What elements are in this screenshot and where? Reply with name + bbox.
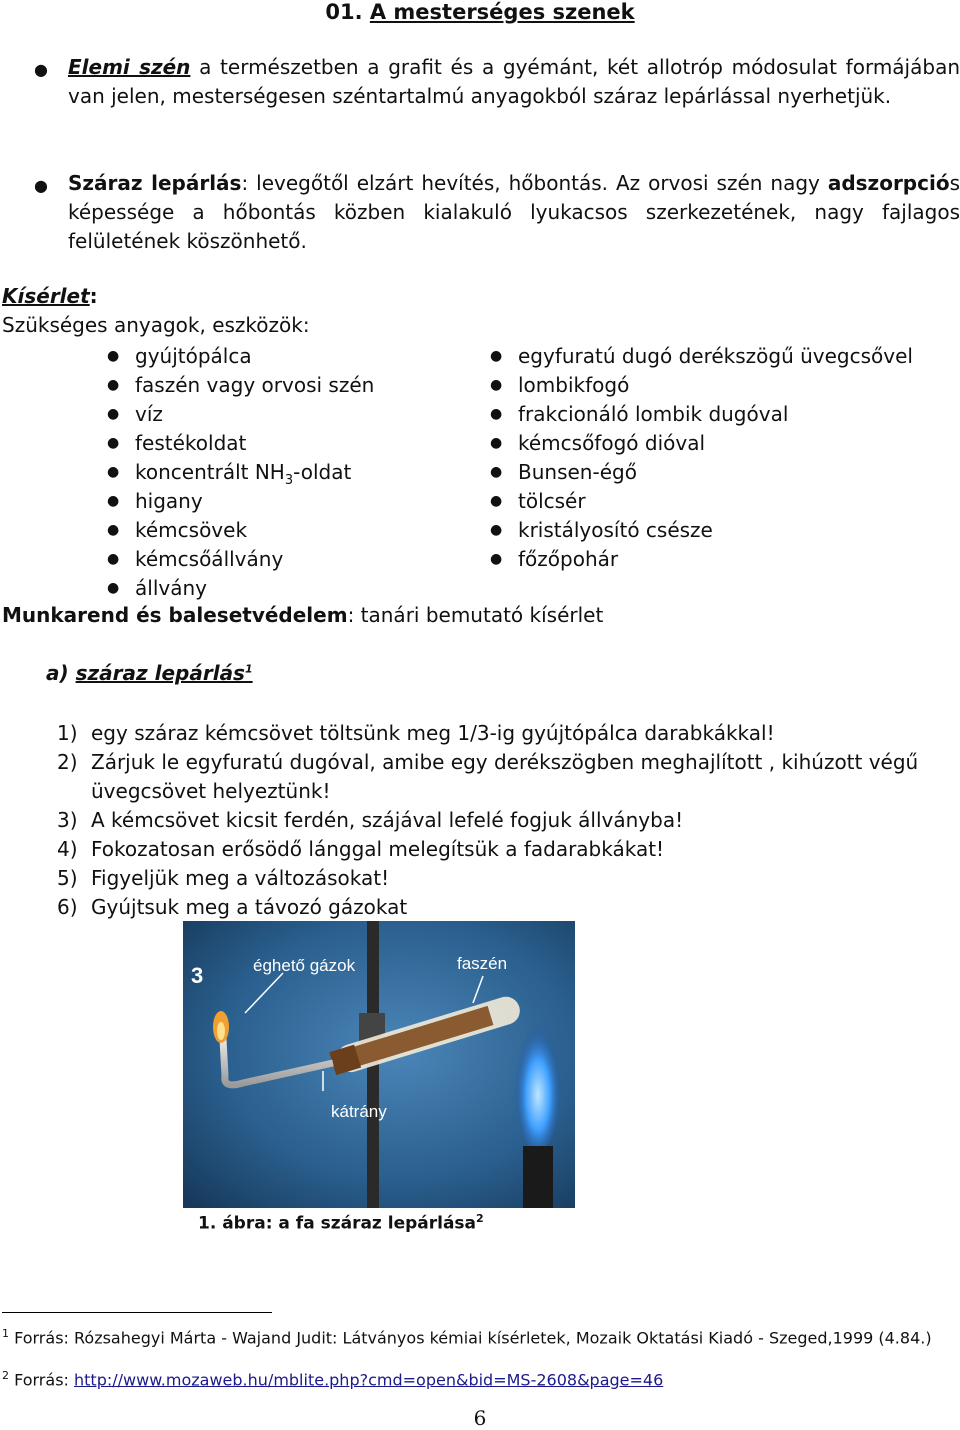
- paragraph-elemi-szen: [68, 53, 960, 111]
- paragraph-text: s képessége a hőbontás közben kialakuló lyukacsos szerkezetének, nagy fajlagos felületének köszönhető.: [68, 171, 960, 253]
- experiment-label: Kísérlet: [2, 284, 90, 308]
- title-number: 01.: [325, 0, 363, 24]
- footnote-2: [2, 1365, 952, 1390]
- steps-list: [57, 719, 957, 922]
- item-text: víz: [135, 402, 163, 426]
- item-text: frakcionáló lombik dugóval: [518, 402, 789, 426]
- step-item: [57, 806, 957, 835]
- materials-left-list: [107, 342, 375, 603]
- list-item: ● faszén vagy orvosi szén: [107, 373, 375, 397]
- experiment-colon: :: [89, 284, 98, 308]
- materials-label: Szükséges anyagok, eszközök:: [2, 313, 310, 337]
- step-text: A kémcsövet kicsit ferdén, szájával lefelé fogjuk állványba!: [91, 808, 684, 832]
- item-text: kémcsőfogó dióval: [518, 431, 706, 455]
- item-text: egyfuratú dugó derékszögű üvegcsővel: [518, 344, 913, 368]
- list-item: ● víz: [107, 402, 163, 426]
- list-item: ● frakcionáló lombik dugóval: [490, 402, 789, 426]
- item-text: koncentrált NH: [135, 460, 285, 484]
- item-text: -oldat: [293, 460, 352, 484]
- item-text: gyújtópálca: [135, 344, 252, 368]
- materials-right-list: [490, 342, 913, 574]
- item-text: lombikfogó: [518, 373, 630, 397]
- work-text: : tanári bemutató kísérlet: [347, 603, 604, 627]
- term-elemi-szen: Elemi szén: [68, 55, 191, 79]
- section-title: [76, 661, 253, 685]
- distillation-photo: [183, 921, 575, 1208]
- item-text: kristályosító csésze: [518, 518, 713, 542]
- item-text: kémcsőállvány: [135, 547, 284, 571]
- step-item: [57, 893, 957, 922]
- list-item: ● kémcsőfogó dióval: [490, 431, 706, 455]
- step-item: [57, 864, 957, 893]
- item-text: festékoldat: [135, 431, 247, 455]
- label-number: 3: [191, 963, 204, 988]
- step-number: 1): [57, 721, 78, 745]
- step-text: Zárjuk le egyfuratú dugóval, amibe egy derékszögben meghajlított , kihúzott végű üvegcsövet helyeztünk!: [91, 750, 919, 803]
- caption-text: 1. ábra: a fa száraz lepárlása: [198, 1213, 477, 1234]
- list-item: ● kémcsőállvány: [107, 547, 284, 571]
- footnote-marker: 2: [2, 1369, 9, 1382]
- step-item: [57, 748, 957, 806]
- list-item: ● gyújtópálca: [107, 344, 252, 368]
- work-label: Munkarend és balesetvédelem: [2, 603, 348, 627]
- list-item: ● higany: [107, 489, 203, 513]
- list-item: ● főzőpohár: [490, 547, 619, 571]
- step-item: [57, 719, 957, 748]
- section-title-text: száraz lepárlás: [75, 661, 245, 685]
- paragraph-szaraz-leparlas: [68, 169, 960, 256]
- work-order: [2, 603, 603, 627]
- item-text: Bunsen-égő: [518, 460, 637, 484]
- list-item: ● tölcsér: [490, 489, 586, 513]
- list-item: ● festékoldat: [107, 431, 247, 455]
- footnote-marker: 1: [2, 1327, 9, 1340]
- page-number: 6: [473, 1406, 487, 1430]
- item-text: faszén vagy orvosi szén: [135, 373, 375, 397]
- footnote-ref: 1: [244, 662, 253, 676]
- bunsen-burner: [523, 1146, 553, 1208]
- distillation-illustration: [183, 921, 575, 1208]
- step-text: Figyeljük meg a változásokat!: [91, 866, 390, 890]
- term-adszorpcio: adszorpció: [827, 171, 950, 195]
- list-item: ● állvány: [107, 576, 207, 600]
- footnote-1: [2, 1323, 952, 1348]
- footnote-divider: [2, 1312, 272, 1313]
- step-number: 6): [57, 895, 78, 919]
- subscript: 3: [284, 473, 294, 488]
- figure-caption: [198, 1212, 484, 1234]
- label-tar: kátrány: [331, 1102, 387, 1121]
- step-number: 3): [57, 808, 78, 832]
- item-text: főzőpohár: [518, 547, 619, 571]
- paragraph-text: a természetben a grafit és a gyémánt, két allotróp módosulat formájában van jelen, mesterségesen széntartalmú anyagokból száraz lepárlással nyerhetjük.: [68, 55, 960, 108]
- footnote-text: Forrás:: [9, 1370, 74, 1390]
- section-a-heading: [46, 661, 253, 685]
- burner-flame: [514, 1011, 562, 1151]
- item-text: higany: [135, 489, 203, 513]
- source-link[interactable]: http://www.mozaweb.hu/mblite.php?cmd=open&bid=MS-2608&page=46: [74, 1370, 664, 1390]
- step-number: 5): [57, 866, 78, 890]
- title-text: A mesterséges szenek: [369, 0, 635, 24]
- footnote-text: Forrás: Rózsahegyi Márta - Wajand Judit: Látványos kémiai kísérletek, Mozaik Oktatási Kiadó - Szeged,1999 (4.84.): [9, 1328, 932, 1348]
- orange-flame-core: [217, 1022, 225, 1040]
- experiment-heading: [2, 284, 98, 308]
- list-item: ● Bunsen-égő: [490, 460, 637, 484]
- bullet-dot: ●: [34, 176, 48, 195]
- list-item: ● lombikfogó: [490, 373, 630, 397]
- page-title: [0, 0, 960, 24]
- paragraph-text: : levegőtől elzárt hevítés, hőbontás. Az orvosi szén nagy: [241, 171, 828, 195]
- item-text: kémcsövek: [135, 518, 248, 542]
- item-text: állvány: [135, 576, 207, 600]
- label-gases: éghető gázok: [253, 956, 356, 975]
- label-wood: faszén: [457, 954, 508, 973]
- term-szaraz-leparlas: Száraz lepárlás: [68, 171, 242, 195]
- step-text: Fokozatosan erősödő lánggal melegítsük a fadarabkákat!: [91, 837, 665, 861]
- step-text: egy száraz kémcsövet töltsünk meg 1/3-ig gyújtópálca darabkákkal!: [91, 721, 775, 745]
- item-text: tölcsér: [518, 489, 586, 513]
- list-item: ● kémcsövek: [107, 518, 248, 542]
- list-item: ● egyfuratú dugó derékszögű üvegcsővel: [490, 344, 913, 368]
- step-item: [57, 835, 957, 864]
- bullet-dot: ●: [34, 60, 48, 79]
- step-number: 2): [57, 750, 78, 774]
- list-item: ● koncentrált $NH_3$-oldat: [107, 460, 352, 488]
- footnote-ref: 2: [476, 1212, 484, 1225]
- step-number: 4): [57, 837, 78, 861]
- list-item: ● kristályosító csésze: [490, 518, 713, 542]
- section-prefix: a): [46, 661, 69, 685]
- step-text: Gyújtsuk meg a távozó gázokat: [91, 895, 408, 919]
